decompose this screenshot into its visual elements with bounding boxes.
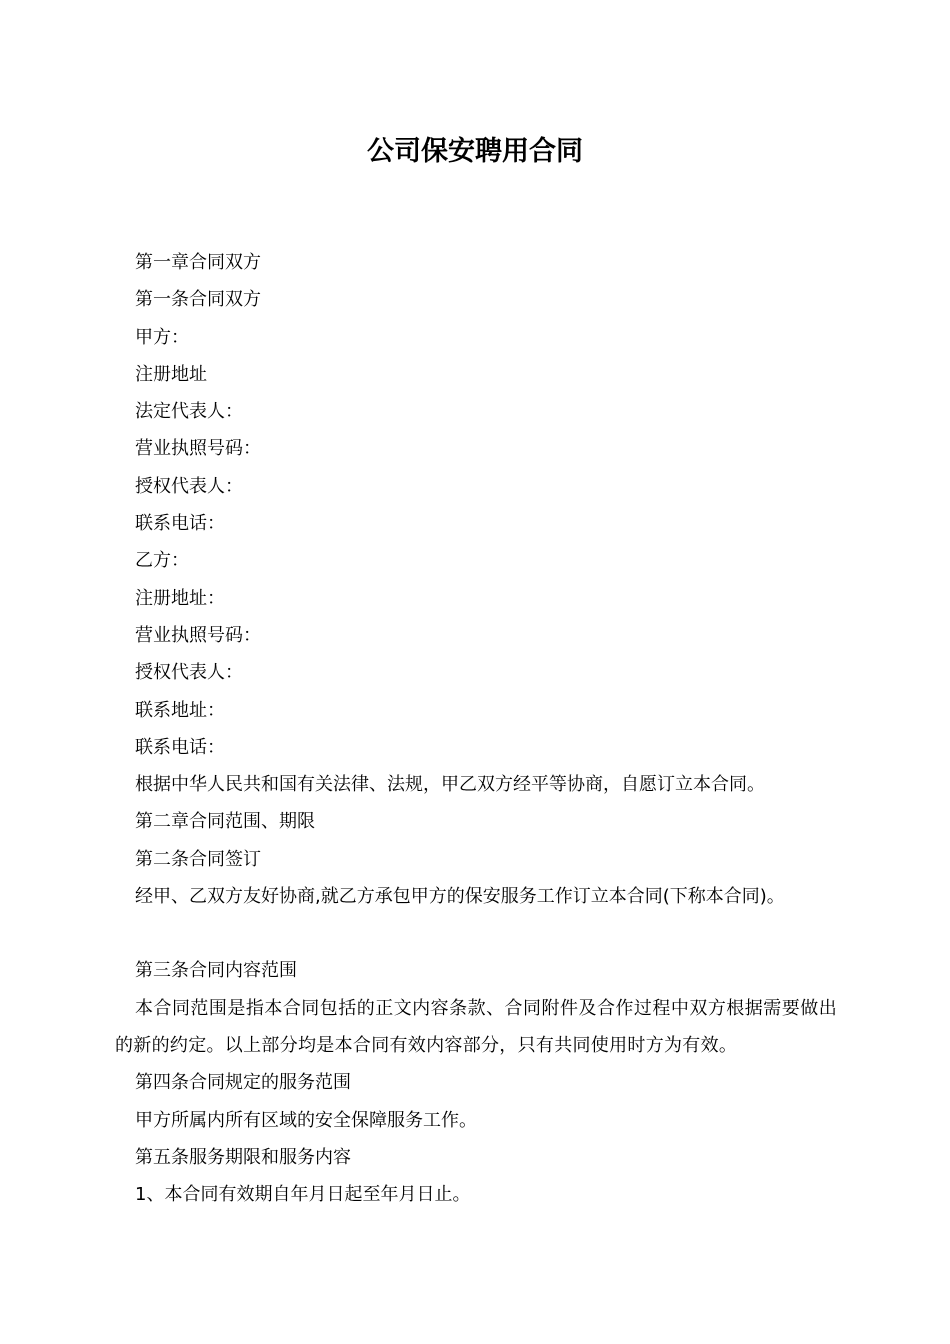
article-2-heading: 第二条合同签订 (135, 848, 261, 870)
article-4-text: 甲方所属内所有区域的安全保障服务工作。 (135, 1109, 477, 1131)
document-title: 公司保安聘用合同 (367, 136, 583, 167)
chapter-2-heading: 第二章合同范围、期限 (135, 811, 315, 833)
party-b-label: 乙方： (135, 550, 189, 572)
party-a-label: 甲方： (135, 326, 189, 348)
party-b-license-label: 营业执照号码： (135, 624, 261, 646)
party-a-phone-label: 联系电话： (135, 513, 225, 535)
article-1-heading: 第一条合同双方 (135, 289, 261, 311)
article-4-heading: 第四条合同规定的服务范围 (135, 1072, 351, 1094)
chapter-1-heading: 第一章合同双方 (135, 252, 261, 273)
party-b-contact-address-label: 联系地址： (135, 699, 225, 721)
party-b-phone-label: 联系电话： (135, 736, 225, 758)
party-a-license-label: 营业执照号码： (135, 438, 261, 460)
legal-basis-sentence: 根据中华人民共和国有关法律、法规，甲乙双方经平等协商，自愿订立本合同。 (135, 774, 765, 796)
article-2-text: 经甲、乙双方友好协商,就乙方承包甲方的保安服务工作订立本合同(下称本合同)。 (135, 886, 785, 908)
article-3-paragraph: 本合同范围是指本合同包括的正文内容条款、合同附件及合作过程中双方根据需要做出的新的约定。以上部分均是本合同有效内容部分，只有共同使用时方为有效。 (115, 997, 837, 1056)
party-b-authorized-rep-label: 授权代表人： (135, 662, 243, 684)
party-a-authorized-rep-label: 授权代表人： (135, 475, 243, 497)
blank-line (115, 915, 837, 952)
article-5-heading: 第五条服务期限和服务内容 (135, 1146, 351, 1168)
party-a-legal-rep-label: 法定代表人： (135, 401, 243, 423)
document-body (115, 244, 837, 1213)
article-5-item-1: 1、本合同有效期自年月日起至年月日止。 (135, 1184, 471, 1206)
party-b-address-label: 注册地址： (135, 587, 225, 609)
article-3-heading: 第三条合同内容范围 (135, 960, 297, 982)
party-a-address-label: 注册地址 (135, 363, 207, 385)
